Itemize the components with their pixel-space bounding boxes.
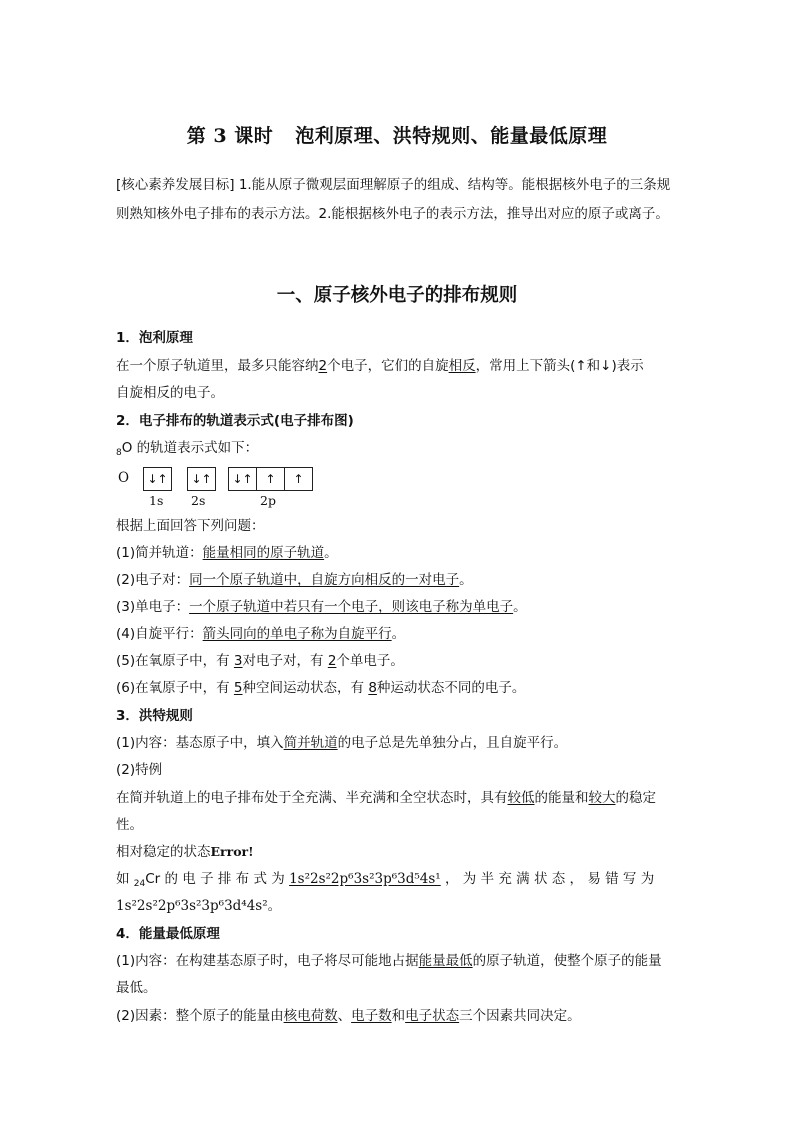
energy-heading: 4．能量最低原理	[116, 926, 220, 942]
energy-content-line-1: (1)内容：在构建基态原子时，电子将尽可能地占据能量最低的原子轨道，使整个原子的能量	[116, 953, 662, 969]
element-symbol: O	[118, 470, 130, 486]
oxygen-intro: $_8$O 的轨道表示式如下：	[116, 440, 259, 458]
blank-answer: 较大	[588, 790, 616, 806]
energy-content-line-2: 最低。	[116, 980, 157, 996]
core-goals-paragraph	[116, 171, 680, 229]
chromium-example-line-2: 1s²2s²2p⁶3s²3p⁶3d⁴4s²。	[116, 898, 282, 914]
blank-answer: 同一个原子轨道中，自旋方向相反的一对电子	[189, 572, 460, 588]
orbital-cell: ↑	[293, 472, 304, 486]
blank-answer: 较低	[507, 790, 535, 806]
chromium-example-line-1: 如 $_{24}$Cr 的 电 子 排 布 式 为 1s²2s²2p⁶3s²3p⁶3d⁵4s¹ ， 为 半 充 满 状 态 ， 易 错 写 为	[116, 871, 655, 889]
blank-answer: 2	[327, 653, 337, 669]
hund-special-line-2: 性。	[116, 817, 143, 833]
answer-6: (6)在氧原子中，有 5种空间运动状态，有 8种运动状态不同的电子。	[116, 680, 526, 696]
hund-special-line-1: 在简并轨道上的电子排布处于全充满、半充满和全空状态时，具有较低的能量和较大的稳定	[116, 790, 656, 806]
blank-answer: 8	[368, 680, 377, 696]
orbital-box-2s	[187, 467, 216, 491]
question-prompt: 根据上面回答下列问题：	[116, 518, 265, 534]
blank-answer: 电子数	[351, 1008, 392, 1024]
blank-answer: 核电荷数	[283, 1008, 338, 1024]
blank-answer: 简并轨道	[283, 735, 338, 751]
lesson-topic: 泡利原理、洪特规则、能量最低原理	[295, 125, 608, 147]
lesson-number: 第 3 课时	[186, 125, 274, 147]
hund-heading: 3．洪特规则	[116, 708, 193, 724]
answer-1: (1)简并轨道：能量相同的原子轨道。	[116, 545, 338, 561]
blank-answer: 电子状态	[405, 1008, 460, 1024]
pauli-heading: 1．泡利原理	[116, 330, 193, 346]
orbital-label-2s: 2s	[191, 493, 206, 508]
blank-answer: 能量最低	[418, 953, 473, 969]
blank-answer: 箭头同向的单电子称为自旋平行	[202, 626, 392, 642]
answer-2: (2)电子对：同一个原子轨道中，自旋方向相反的一对电子。	[116, 572, 473, 588]
core-goals-tag: [核心素养发展目标]	[116, 177, 235, 193]
orbital-label-1s: 1s	[149, 493, 164, 508]
answer-5: (5)在氧原子中，有 3对电子对，有 2个单电子。	[116, 653, 404, 669]
section-heading: 一、原子核外电子的排布规则	[276, 285, 518, 306]
energy-factors: (2)因素：整个原子的能量由核电荷数、电子数和电子状态三个因素共同决定。	[116, 1008, 581, 1024]
lesson-title	[0, 121, 794, 148]
error-marker: Error!	[210, 844, 254, 859]
pauli-line-2: 自旋相反的电子。	[116, 385, 224, 401]
orbital-cell: ↓↑	[229, 468, 257, 490]
orbital-cell: ↓↑	[191, 472, 212, 486]
oxygen-orbital-diagram	[116, 467, 416, 511]
blank-answer: 相反	[448, 358, 476, 374]
orbital-notation-heading: 2．电子排布的轨道表示式(电子排布图)	[116, 413, 354, 429]
blank-answer: 2	[318, 358, 328, 374]
blank-answer: 5	[233, 680, 243, 696]
atomic-number: 8	[116, 448, 122, 458]
blank-answer: 能量相同的原子轨道	[202, 545, 325, 561]
blank-answer: 3	[233, 653, 243, 669]
pauli-line-1: 在一个原子轨道里，最多只能容纳2个电子，它们的自旋相反，常用上下箭头(↑和↓)表示	[116, 358, 644, 374]
hund-content: (1)内容：基态原子中，填入简并轨道的电子总是先单独分占，且自旋平行。	[116, 735, 568, 751]
blank-answer: 一个原子轨道中若只有一个电子，则该电子称为单电子	[189, 599, 514, 615]
answer-4: (4)自旋平行：箭头同向的单电子称为自旋平行。	[116, 626, 406, 642]
orbital-cell: ↑	[257, 468, 285, 490]
orbital-cell: ↓↑	[147, 472, 168, 486]
answer-3: (3)单电子：一个原子轨道中若只有一个电子，则该电子称为单电子。	[116, 599, 527, 615]
orbital-label-2p: 2p	[260, 493, 276, 508]
hund-special: (2)特例	[116, 762, 163, 778]
relative-stable-line: 相对稳定的状态Error!	[116, 844, 254, 860]
blank-answer: 1s²2s²2p⁶3s²3p⁶3d⁵4s¹	[289, 871, 441, 887]
orbital-box-1s	[143, 467, 172, 491]
core-goals-text: 1.能从原子微观层面理解原子的组成、结构等。能根据核外电子的三条规则熟知核外电子排布的表示方法。2.能根据核外电子的表示方法，推导出对应的原子或离子。	[116, 177, 671, 222]
orbital-box-2p	[228, 467, 313, 491]
